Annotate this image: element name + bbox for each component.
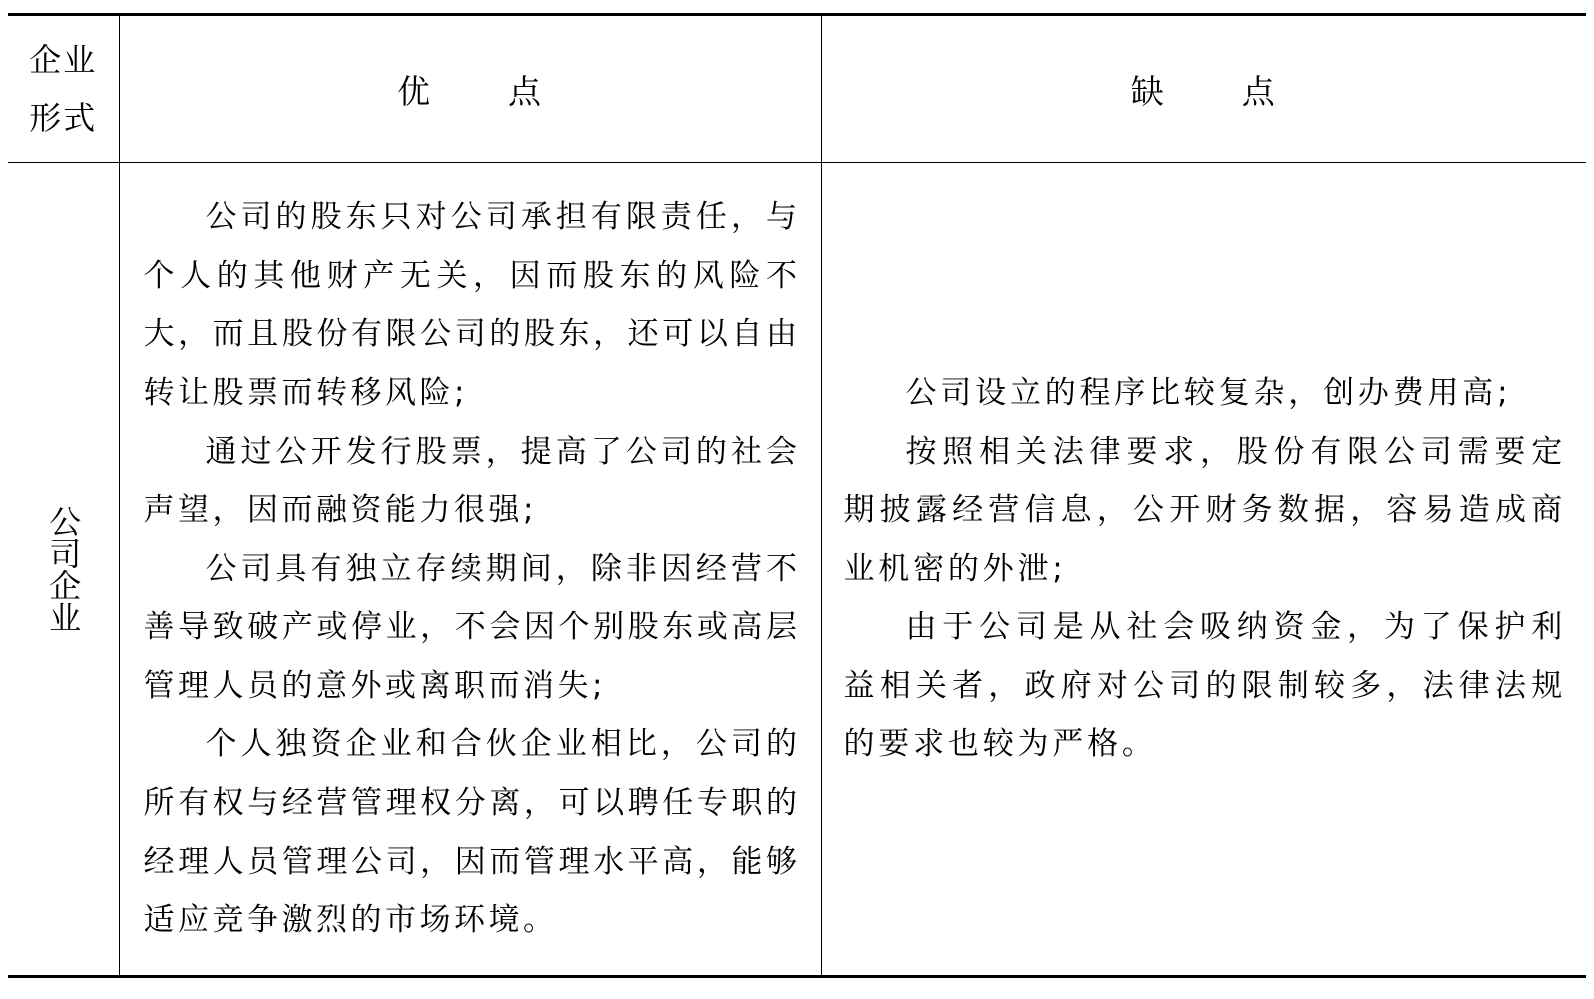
header-advantages [119,15,821,163]
disadvantage-paragraph: 按照相关法律要求，股份有限公司需要定期披露经营信息，公开财务数据，容易造成商业机密的外泄; [843,433,1566,587]
header-enterprise-form [8,15,119,163]
cell-advantages [119,163,821,977]
advantage-paragraph: 公司具有独立存续期间，除非因经营不善导致破产或停业，不会因个别股东或高层管理人员的意外或离职而消失; [143,550,801,704]
header-form-line1: 企业 [29,41,98,79]
advantage-paragraph: 通过公开发行股票，提高了公司的社会声望，因而融资能力很强; [143,433,801,529]
enterprise-form-name: 公司企业 [44,505,83,633]
enterprise-comparison-table [8,13,1586,978]
disadvantage-paragraph: 由于公司是从社会吸纳资金，为了保护利益相关者，政府对公司的限制较多，法律法规的要求也较为严格。 [843,609,1566,763]
cell-disadvantages [821,163,1586,977]
header-cons-char1: 缺 [1130,71,1166,111]
header-disadvantages [821,15,1586,163]
advantage-paragraph: 个人独资企业和合伙企业相比，公司的所有权与经营管理权分离，可以聘任专职的经理人员管理公司，因而管理水平高，能够适应竞争激烈的市场环境。 [143,726,801,939]
header-pros-char1: 优 [397,71,432,111]
table-row [8,163,1586,977]
disadvantage-paragraph: 公司设立的程序比较复杂，创办费用高; [905,374,1512,411]
table-header-row [8,15,1586,163]
advantage-paragraph: 公司的股东只对公司承担有限责任，与个人的其他财产无关，因而股东的风险不大，而且股份有限公司的股东，还可以自由转让股票而转移风险; [143,199,801,411]
cell-enterprise-form [8,163,119,977]
header-form-line2: 形式 [29,99,98,137]
header-pros-char2: 点 [508,71,543,111]
header-cons-char2: 点 [1241,71,1277,111]
